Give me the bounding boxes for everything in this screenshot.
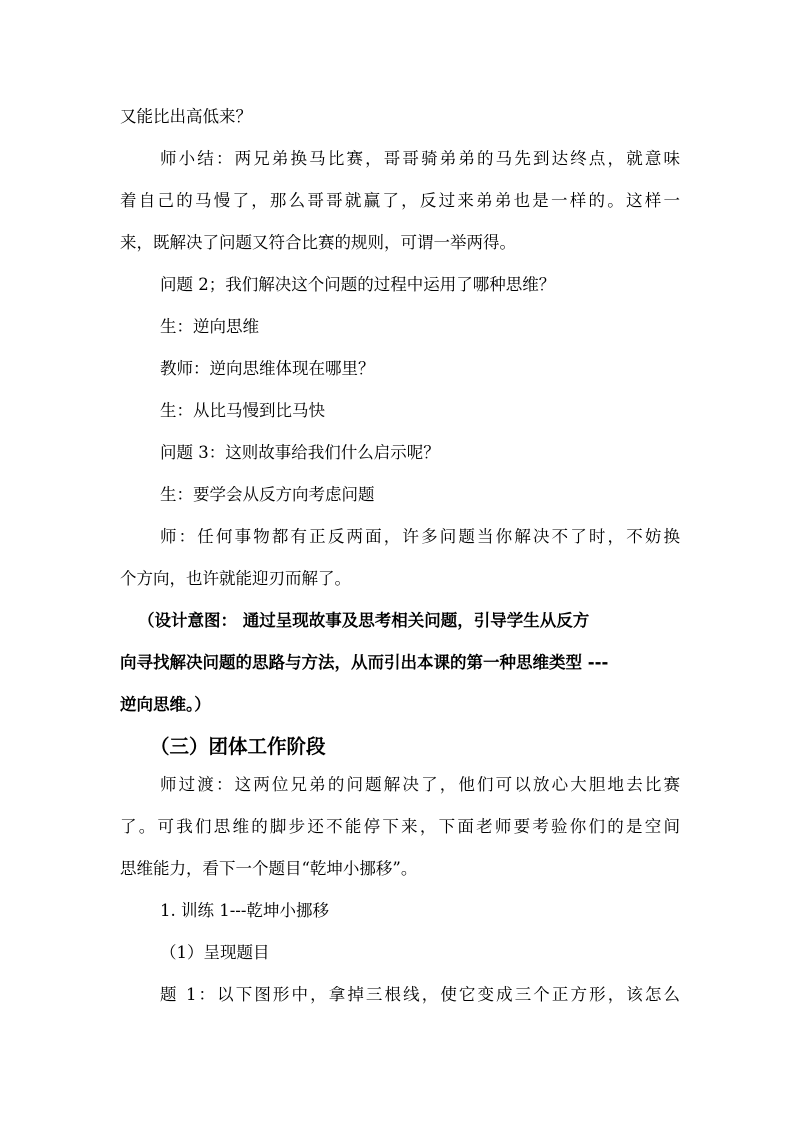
text-line: 又能比出高低来？ xyxy=(120,107,252,126)
text-line: 师小结：两兄弟换马比赛，哥哥骑弟弟的马先到达终点，就意味 xyxy=(160,149,680,168)
text-line: 思维能力，看下一个题目“乾坤小挪移”。 xyxy=(120,859,418,878)
text-line: 生：从比马慢到比马快 xyxy=(160,401,325,420)
design-intent-line: 向寻找解决问题的思路与方法，从而引出本课的第一种思维类型 --- xyxy=(120,653,609,672)
text-line: 教师：逆向思维体现在哪里？ xyxy=(160,359,375,378)
text-line: 着自己的马慢了，那么哥哥就赢了，反过来弟弟也是一样的。这样一 xyxy=(120,191,680,210)
design-intent-line: 逆向思维。） xyxy=(120,695,211,714)
text-line: 个方向，也许就能迎刃而解了。 xyxy=(120,569,351,588)
text-line: 生：逆向思维 xyxy=(160,317,259,336)
text-line: 了。可我们思维的脚步还不能停下来，下面老师要考验你们的是空间 xyxy=(120,817,680,836)
section-heading: （三）团体工作阶段 xyxy=(150,735,326,758)
design-intent-line: （设计意图： 通过呈现故事及思考相关问题，引导学生从反方 xyxy=(138,611,590,630)
text-line: 题 1：以下图形中，拿掉三根线，使它变成三个正方形，该怎么 xyxy=(160,985,680,1004)
text-line: 师过渡：这两位兄弟的问题解决了，他们可以放心大胆地去比赛 xyxy=(160,775,680,794)
text-line: 来，既解决了问题又符合比赛的规则，可谓一举两得。 xyxy=(120,233,516,252)
text-line: （1）呈现题目 xyxy=(160,943,270,962)
text-line: 师：任何事物都有正反两面，许多问题当你解决不了时，不妨换 xyxy=(160,527,680,546)
text-line: 问题 3：这则故事给我们什么启示呢？ xyxy=(160,443,440,462)
text-line: 生：要学会从反方向考虑问题 xyxy=(160,485,375,504)
text-line: 1. 训练 1---乾坤小挪移 xyxy=(160,901,329,920)
text-line: 问题 2；我们解决这个问题的过程中运用了哪种思维？ xyxy=(160,275,556,294)
